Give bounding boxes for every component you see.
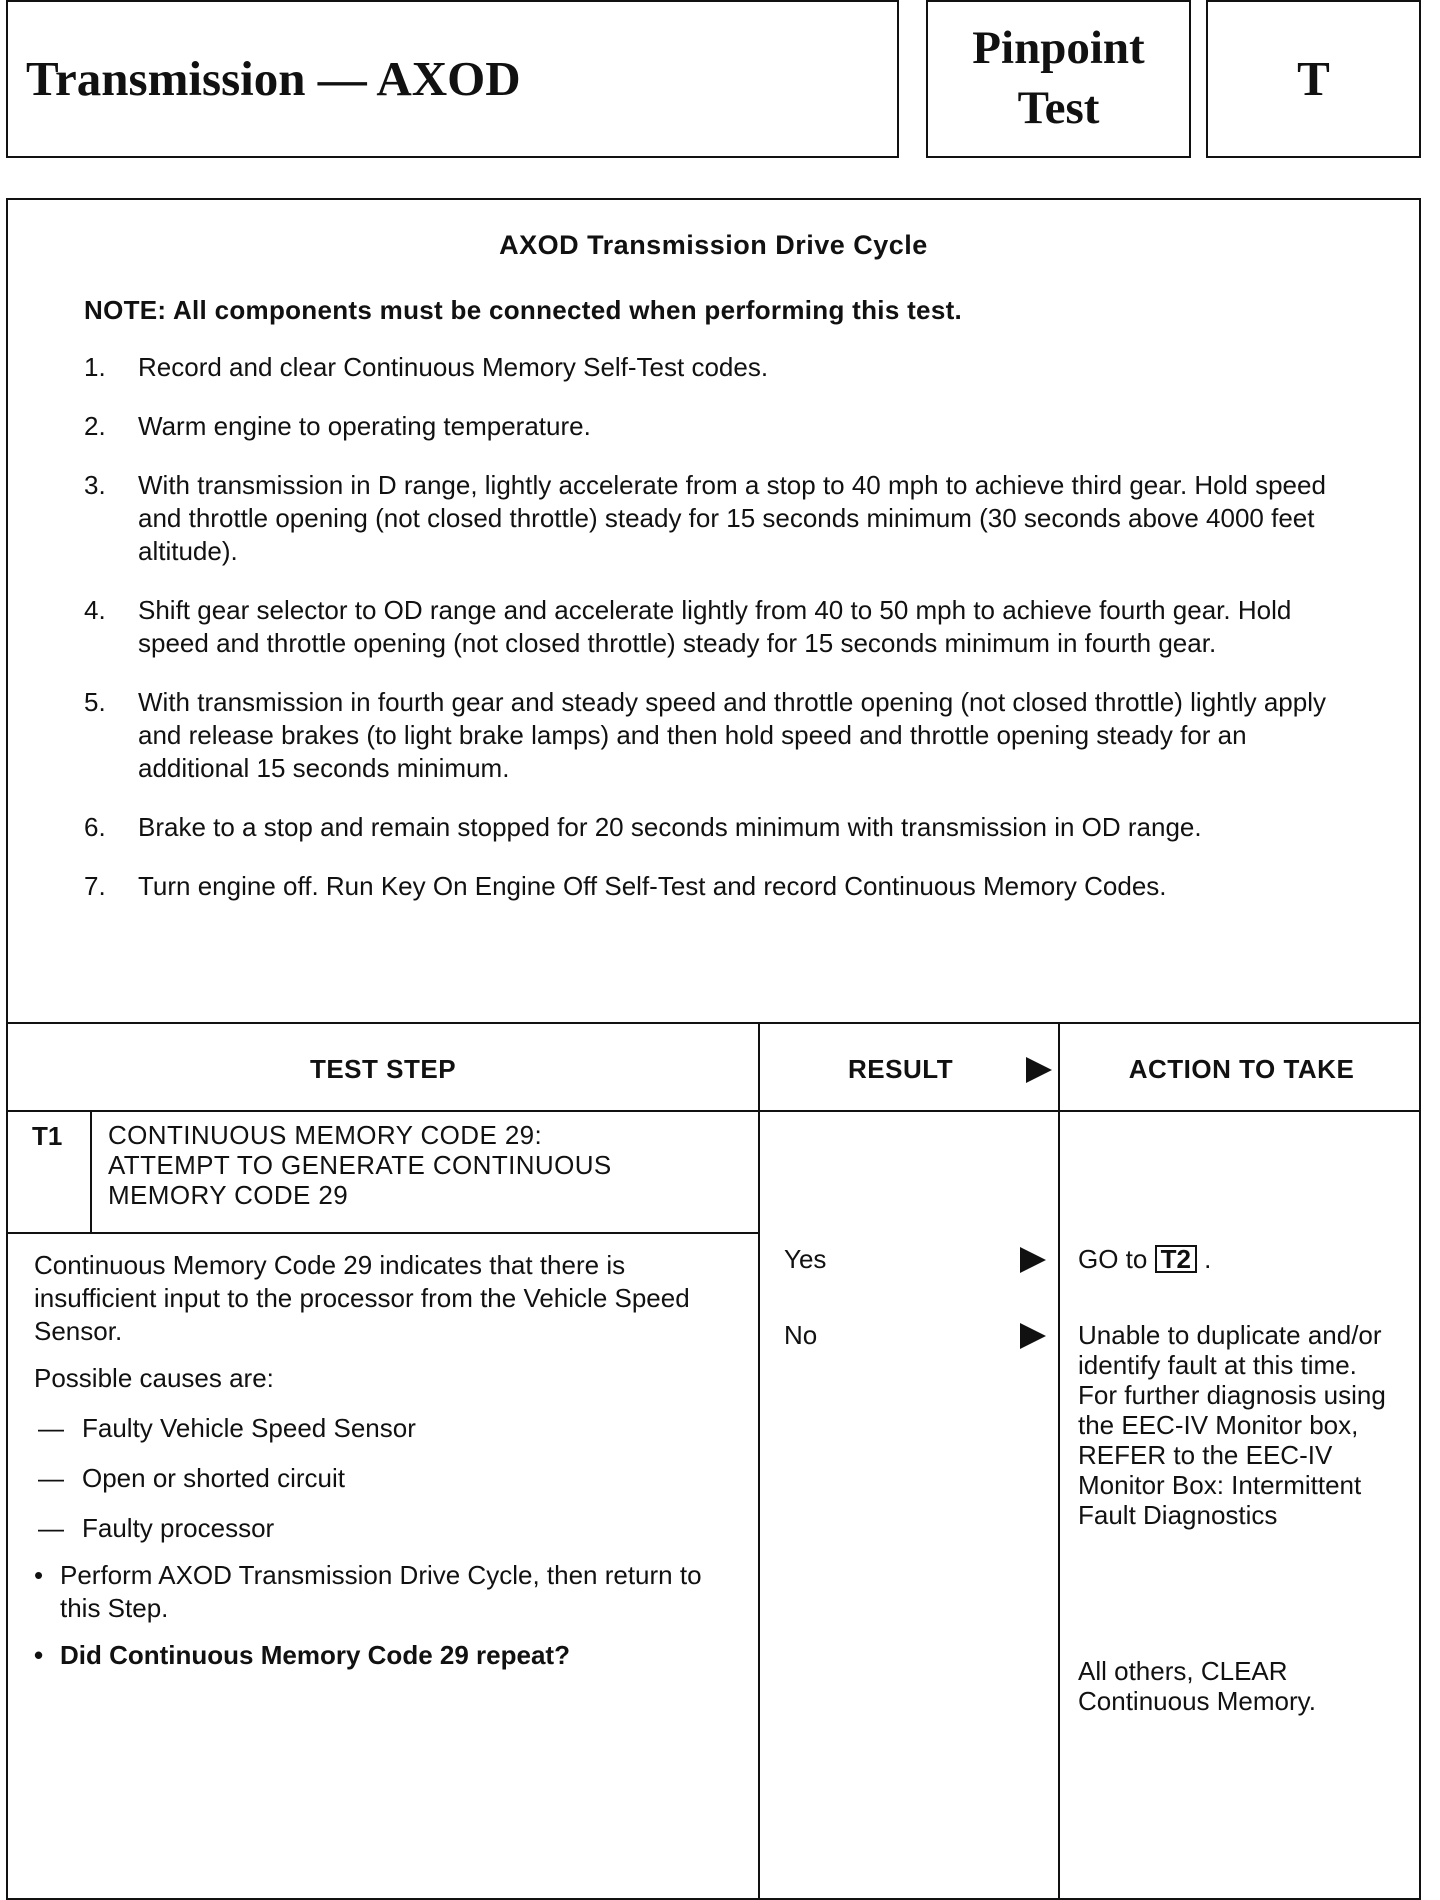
step-number: 1. [84,352,106,382]
step-text: With transmission in D range, lightly accelerate from a stop to 40 mph to achieve third gear. Hold speed and throttle opening (not closed throttle) steady for 15 seconds minimum (30 seconds above 4000 feet altitude). [138,470,1326,566]
section-label-line1: Pinpoint [972,22,1145,74]
section-label [928,18,1189,138]
step-text: Turn engine off. Run Key On Engine Off Self-Test and record Continuous Memory Codes. [138,871,1167,901]
drive-cycle-title: AXOD Transmission Drive Cycle [499,230,928,260]
page-title: Transmission — AXOD [26,51,521,106]
column-header-result: RESULT [848,1054,954,1084]
step-description: Continuous Memory Code 29 indicates that there is insufficient input to the processor from the Vehicle Speed Sensor. [34,1250,690,1346]
header-divider [8,1110,1419,1112]
step-text: With transmission in fourth gear and steady speed and throttle opening (not closed throttle) lightly apply and release brakes (to light brake lamps) and then hold speed and throttle opening steady for an additional 15 seconds minimum. [138,687,1327,783]
section-letter-box [1206,0,1421,158]
title-box [6,0,899,158]
column-header-test-step: TEST STEP [309,1054,457,1084]
section-letter: T [1297,51,1330,106]
drive-cycle-steps [84,351,1364,929]
step-text: Shift gear selector to OD range and accelerate lightly from 40 to 50 mph to achieve fourth gear. Hold speed and throttle opening (not closed throttle) steady for 15 seconds minimum in fourth gear. [138,595,1292,658]
action-yes-suffix: . [1204,1244,1212,1274]
step-number: 7. [84,871,106,901]
action-others: All others, CLEAR Continuous Memory. [1078,1656,1316,1716]
step-title [108,1120,728,1210]
drive-step [84,686,1364,785]
causes-intro: Possible causes are: [34,1363,274,1393]
drive-step [84,811,1364,844]
drive-step [84,351,1364,384]
section-box [926,0,1191,158]
drive-step [84,594,1364,660]
step-number: 6. [84,812,106,842]
step-title-line: CONTINUOUS MEMORY CODE 29: [108,1120,543,1150]
drive-step [84,870,1364,903]
arrow-right-icon [1026,1057,1052,1083]
step-text: Warm engine to operating temperature. [138,411,591,441]
step-code-divider [90,1112,92,1234]
drive-cycle-panel [6,198,1421,1024]
result-yes: Yes [784,1244,827,1274]
arrow-right-icon [1020,1247,1046,1273]
action-yes [1078,1244,1398,1274]
step-title-line: ATTEMPT TO GENERATE CONTINUOUS [108,1150,612,1180]
arrow-right-icon [1020,1323,1046,1349]
step-number: 2. [84,411,106,441]
step-number: 5. [84,687,106,717]
action-no: Unable to duplicate and/or identify fault at this time. For further diagnosis using the EEC-IV Monitor box, REFER to the EEC-IV Monitor Box: Intermittent Fault Diagnostics [1078,1320,1386,1530]
step-text: Brake to a stop and remain stopped for 20 seconds minimum with transmission in OD range. [138,812,1202,842]
cause-item: — Faulty Vehicle Speed Sensor [34,1412,724,1445]
step-title-divider [8,1232,758,1234]
action-yes-prefix: GO to [1078,1244,1148,1274]
column-divider [758,1024,760,1898]
cause-item: — Open or shorted circuit [34,1462,724,1495]
cause-item: — Faulty processor [34,1512,724,1545]
drive-cycle-note: NOTE: All components must be connected when performing this test. [84,295,963,325]
column-header-action: ACTION TO TAKE [1128,1054,1355,1084]
result-no: No [784,1320,818,1350]
drive-step [84,410,1364,443]
step-body [34,1249,724,1672]
step-number: 3. [84,470,106,500]
step-title-line: MEMORY CODE 29 [108,1180,349,1210]
step-instruction: • Perform AXOD Transmission Drive Cycle, then return to this Step. [34,1559,724,1625]
step-question: • Did Continuous Memory Code 29 repeat? [34,1639,724,1672]
step-code: T1 [32,1121,63,1151]
section-label-line2: Test [1017,82,1100,134]
step-number: 4. [84,595,106,625]
step-reference-link[interactable]: T2 [1155,1245,1197,1273]
drive-step [84,469,1364,568]
step-text: Record and clear Continuous Memory Self-Test codes. [138,352,769,382]
column-divider [1058,1024,1060,1898]
